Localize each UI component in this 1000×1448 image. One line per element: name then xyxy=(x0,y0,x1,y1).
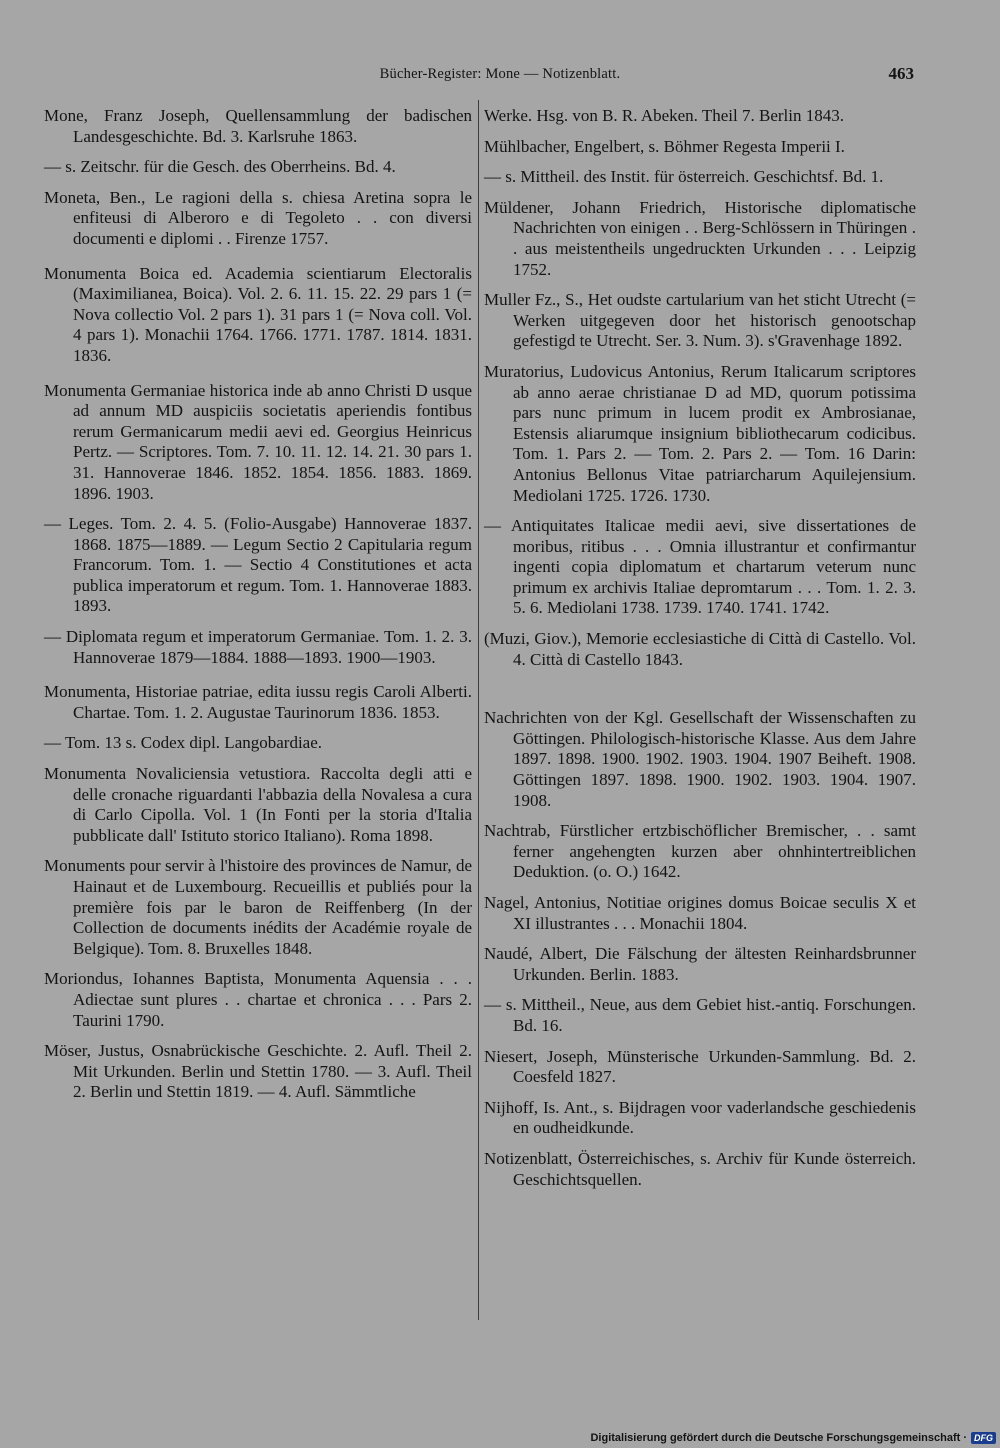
register-entry: Nachrichten von der Kgl. Gesellschaft der Wissenschaften zu Göttingen. Philologisch-historische Klasse. Aus dem Jahre 1897. 1898. 1900. 1902. 1903. 1904. 1907 Beiheft. 1908. Göttingen 1897. 1898. 1900. 1902. 1903. 1904. 1907. 1908. xyxy=(484,708,916,810)
register-entry: — Leges. Tom. 2. 4. 5. (Folio-Ausgabe) Hannoverae 1837. 1868. 1875—1889. — Legum Sectio 2 Capitularia regum Francorum. Tom. 1. — Sectio 4 Constitutiones et acta publica imperatorum et regum. Tom. 1. Hannoverae 1883. 1893. xyxy=(44,514,472,616)
register-entry: — s. Mittheil., Neue, aus dem Gebiet hist.-antiq. Forschungen. Bd. 16. xyxy=(484,995,916,1035)
page-number: 463 xyxy=(888,64,914,83)
register-entry: Monuments pour servir à l'histoire des provinces de Namur, de Hainaut et de Luxembourg. Recueillis et publiés pour la première fois par le baron de Reiffenberg (In der Collection de documents inédits der Académie royale de Belgique). Tom. 8. Bruxelles 1848. xyxy=(44,856,472,958)
register-entry: Mühlbacher, Engelbert, s. Böhmer Regesta Imperii I. xyxy=(484,136,845,156)
register-entry: Nijhoff, Is. Ant., s. Bijdragen voor vaderlandsche geschiedenis en oudheidkunde. xyxy=(484,1097,916,1138)
left-column xyxy=(44,106,472,1103)
column-divider xyxy=(478,100,479,1320)
register-entry: Nachtrab, Fürstlicher ertzbischöflicher Bremischer, . . samt ferner angehengten kurzen aber ohnhintertreiblichen Deduktion. (o. O.) 1642. xyxy=(484,821,916,882)
register-entry: Muller Fz., S., Het oudste cartularium van het sticht Utrecht (= Werken uitgegeven door het historisch genootschap gefestigd te Utrecht. Ser. 3. Num. 3). s'Gravenhage 1892. xyxy=(484,290,916,351)
register-entry: Notizenblatt, Österreichisches, s. Archiv für Kunde österreich. Geschichtsquellen. xyxy=(484,1148,916,1189)
register-entry: — Diplomata regum et imperatorum Germaniae. Tom. 1. 2. 3. Hannoverae 1879—1884. 1888—1893. 1900—1903. xyxy=(44,627,472,667)
register-entry: Werke. Hsg. von B. R. Abeken. Theil 7. Berlin 1843. xyxy=(484,106,844,125)
register-entry: — s. Zeitschr. für die Gesch. des Oberrheins. Bd. 4. xyxy=(44,157,396,177)
register-entry: Niesert, Joseph, Münsterische Urkunden-Sammlung. Bd. 2. Coesfeld 1827. xyxy=(484,1046,916,1087)
register-entry: Nagel, Antonius, Notitiae origines domus Boicae seculis X et XI illustrantes . . . Monachii 1804. xyxy=(484,893,916,933)
register-entry: Möser, Justus, Osnabrückische Geschichte. 2. Aufl. Theil 2. Mit Urkunden. Berlin und Stettin 1780. — 3. Aufl. Theil 2. Berlin und Stettin 1819. — 4. Aufl. Sämmtliche xyxy=(44,1041,472,1102)
register-entry: Monumenta, Historiae patriae, edita iussu regis Caroli Alberti. Chartae. Tom. 1. 2. Augustae Taurinorum 1836. 1853. xyxy=(44,682,472,722)
register-entry: — Antiquitates Italicae medii aevi, sive dissertationes de moribus, ritibus . . . Omnia illustrantur et confirmantur ingenti copia diplomatum et chartarum veterum nunc primum ex archivis Italiae depromtarum . . . Tom. 1. 2. 3. 5. 6. Mediolani 1738. 1739. 1740. 1741. 1742. xyxy=(484,516,916,618)
register-entry: — Tom. 13 s. Codex dipl. Langobardiae. xyxy=(44,733,323,753)
running-title: Bücher-Register: Mone — Notizenblatt. xyxy=(379,66,621,82)
right-column xyxy=(484,106,916,1190)
register-entry: Monumenta Boica ed. Academia scientiarum Electoralis (Maximilianea, Boica). Vol. 2. 6. 11. 15. 22. 29 pars 1 (= Nova collectio Vol. 2 pars 1). 31 pars 1 (= Nova coll. Vol. 4 pars 1). Monachii 1764. 1766. 1771. 1787. 1814. 1831. 1836. xyxy=(44,263,472,365)
register-entry: Monumenta Germaniae historica inde ab anno Christi D usque ad annum MD auspiciis societatis aperiendis fontibus rerum Germanicarum medii aevi ed. Georgius Heinricus Pertz. — Scriptores. Tom. 7. 10. 11. 12. 14. 21. 30 pars 1. 31. Hannoverae 1846. 1852. 1854. 1856. 1883. 1869. 1896. 1903. xyxy=(44,380,472,503)
credit-text: Digitalisierung gefördert durch die Deutsche Forschungsgemeinschaft · xyxy=(590,1432,967,1444)
register-entry: Naudé, Albert, Die Fälschung der ältesten Reinhardsbrunner Urkunden. Berlin. 1883. xyxy=(484,944,916,984)
register-entry: Müldener, Johann Friedrich, Historische diplomatische Nachrichten von einigen . . Berg-Schlössern in Thüringen . . aus meistentheils ungedruckten Urkunden . . . Leipzig 1752. xyxy=(484,197,916,279)
register-entry: Monumenta Novaliciensia vetustiora. Raccolta degli atti e delle cronache riguardanti l'abbazia della Novalesa a cura di Carlo Cipolla. Vol. 1 (In Fonti per la storia d'Italia pubblicate dall' Istituto storico Italiano). Roma 1898. xyxy=(44,764,472,845)
register-entry: Muratorius, Ludovicus Antonius, Rerum Italicarum scriptores ab anno aerae christianae D ad MD, quorum potissima pars nunc primum in lucem prodit ex Ambrosianae, Estensis aliarumque insignium bibliothecarum codicibus. Tom. 1. Pars 2. — Tom. 2. Pars 2. — Tom. 16 Darin: Antonius Bellonus Vitae patriarcharum Aquilejensium. Mediolani 1725. 1726. 1730. xyxy=(484,361,916,505)
page-header xyxy=(0,66,1000,88)
register-entry: Mone, Franz Joseph, Quellensammlung der badischen Landesgeschichte. Bd. 3. Karlsruhe 1863. xyxy=(44,106,472,146)
dfg-logo: DFG xyxy=(971,1432,996,1444)
digitization-credit xyxy=(590,1432,996,1444)
register-entry: Moriondus, Iohannes Baptista, Monumenta Aquensia . . . Adiectae sunt plures . . chartae et chronica . . . Pars 2. Taurini 1790. xyxy=(44,969,472,1030)
register-entry: (Muzi, Giov.), Memorie ecclesiastiche di Città di Castello. Vol. 4. Città di Castello 1843. xyxy=(484,629,916,669)
register-entry: Moneta, Ben., Le ragioni della s. chiesa Aretina sopra le enfiteusi di Alberoro e di Tegoleto . . con diversi documenti e diplomi . . Firenze 1757. xyxy=(44,187,472,248)
register-entry: — s. Mittheil. des Instit. für österreich. Geschichtsf. Bd. 1. xyxy=(484,167,884,187)
